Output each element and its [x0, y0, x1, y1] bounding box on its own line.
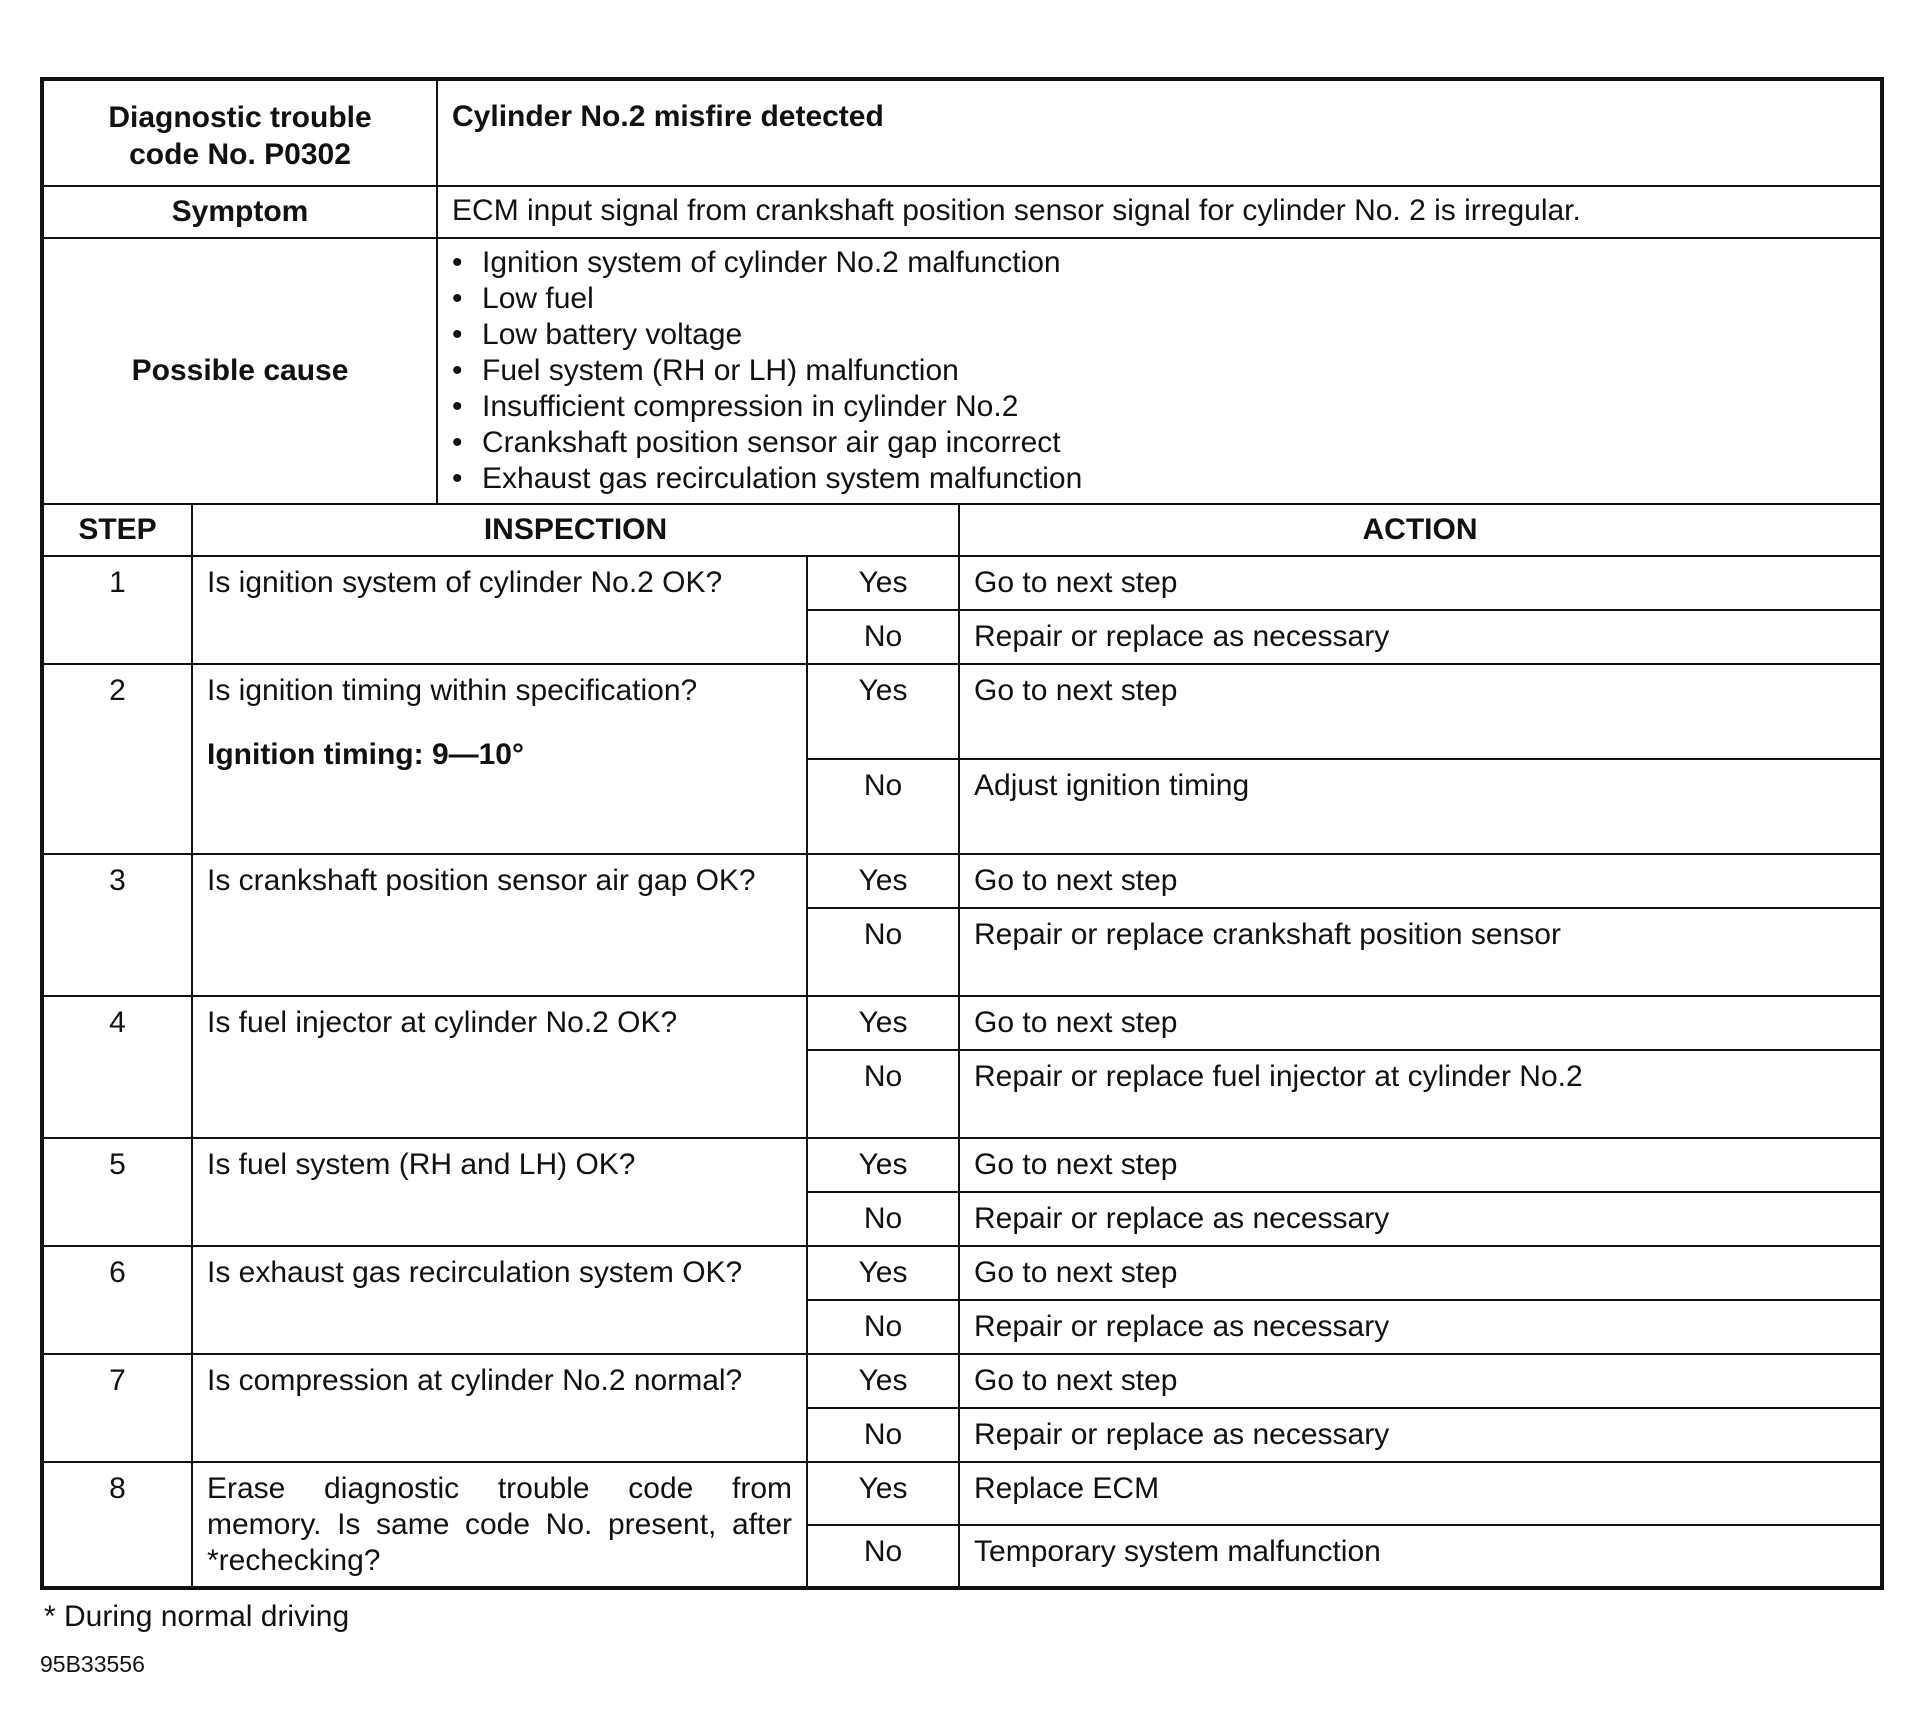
yes-label: Yes — [807, 1462, 959, 1525]
step-number: 2 — [42, 664, 192, 854]
yes-action: Go to next step — [959, 1138, 1882, 1192]
inspection-text: Is fuel system (RH and LH) OK? — [192, 1138, 807, 1246]
diagnostic-chart — [40, 77, 1880, 1590]
inspection-text: Is compression at cylinder No.2 normal? — [192, 1354, 807, 1462]
yes-label: Yes — [807, 1246, 959, 1300]
step-row — [42, 1354, 1882, 1408]
yes-label: Yes — [807, 664, 959, 759]
inspection-column-header: INSPECTION — [192, 504, 959, 556]
possible-cause-list — [438, 239, 1880, 503]
symptom-row — [42, 186, 1882, 238]
yes-label: Yes — [807, 996, 959, 1050]
step-number: 3 — [42, 854, 192, 996]
yes-action: Go to next step — [959, 996, 1882, 1050]
yes-action: Go to next step — [959, 556, 1882, 610]
symptom-label: Symptom — [42, 186, 437, 238]
step-row — [42, 854, 1882, 908]
no-label: No — [807, 1525, 959, 1588]
inspection-text: Is ignition timing within specification? — [207, 674, 698, 707]
symptom-text: ECM input signal from crankshaft position sensor signal for cylinder No. 2 is irregular. — [437, 186, 1882, 238]
yes-action: Replace ECM — [959, 1462, 1882, 1525]
no-action: Repair or replace crankshaft position sensor — [959, 908, 1882, 996]
no-label: No — [807, 1192, 959, 1246]
no-label: No — [807, 908, 959, 996]
cause-item: • Insufficient compression in cylinder No.2 — [450, 389, 1870, 425]
step-row — [42, 1246, 1882, 1300]
dtc-row — [42, 79, 1882, 186]
diagnostic-table — [40, 77, 1884, 1590]
no-label: No — [807, 610, 959, 664]
no-label: No — [807, 1408, 959, 1462]
dtc-label — [42, 79, 437, 186]
dtc-label-line2: code No. P0302 — [129, 138, 351, 171]
yes-label: Yes — [807, 1354, 959, 1408]
possible-cause-cell — [437, 238, 1882, 504]
no-action: Adjust ignition timing — [959, 759, 1882, 854]
dtc-title: Cylinder No.2 misfire detected — [437, 79, 1882, 186]
figure-code: 95B33556 — [40, 1651, 145, 1677]
cause-item: • Fuel system (RH or LH) malfunction — [450, 353, 1870, 389]
column-header-row — [42, 504, 1882, 556]
footnote: * During normal driving — [44, 1600, 350, 1633]
no-action: Repair or replace as necessary — [959, 610, 1882, 664]
step-row — [42, 664, 1882, 759]
inspection-text: Erase diagnostic trouble code from memory. Is same code No. present, after *rechecking? — [192, 1462, 807, 1588]
possible-cause-row — [42, 238, 1882, 504]
step-number: 6 — [42, 1246, 192, 1354]
possible-cause-label: Possible cause — [42, 238, 437, 504]
no-action: Repair or replace fuel injector at cylinder No.2 — [959, 1050, 1882, 1138]
yes-label: Yes — [807, 1138, 959, 1192]
inspection-text: Is crankshaft position sensor air gap OK? — [192, 854, 807, 996]
step-row — [42, 996, 1882, 1050]
step-number: 7 — [42, 1354, 192, 1462]
cause-item: • Low battery voltage — [450, 317, 1870, 353]
cause-item: • Ignition system of cylinder No.2 malfunction — [450, 245, 1870, 281]
yes-action: Go to next step — [959, 1246, 1882, 1300]
cause-item: • Low fuel — [450, 281, 1870, 317]
step-number: 4 — [42, 996, 192, 1138]
inspection-spec: Ignition timing: 9—10° — [207, 738, 524, 771]
yes-action: Go to next step — [959, 1354, 1882, 1408]
inspection-cell — [192, 664, 807, 854]
inspection-text: Is exhaust gas recirculation system OK? — [192, 1246, 807, 1354]
step-number: 5 — [42, 1138, 192, 1246]
action-column-header: ACTION — [959, 504, 1882, 556]
step-row — [42, 556, 1882, 610]
no-action: Repair or replace as necessary — [959, 1192, 1882, 1246]
step-number: 8 — [42, 1462, 192, 1588]
step-column-header: STEP — [42, 504, 192, 556]
no-label: No — [807, 1050, 959, 1138]
step-number: 1 — [42, 556, 192, 664]
yes-label: Yes — [807, 854, 959, 908]
inspection-text: Is ignition system of cylinder No.2 OK? — [192, 556, 807, 664]
no-action: Repair or replace as necessary — [959, 1408, 1882, 1462]
no-action: Repair or replace as necessary — [959, 1300, 1882, 1354]
inspection-text: Is fuel injector at cylinder No.2 OK? — [192, 996, 807, 1138]
dtc-label-line1: Diagnostic trouble — [108, 101, 372, 134]
no-label: No — [807, 759, 959, 854]
yes-action: Go to next step — [959, 664, 1882, 759]
yes-label: Yes — [807, 556, 959, 610]
step-row — [42, 1462, 1882, 1525]
cause-item: • Exhaust gas recirculation system malfunction — [450, 461, 1870, 497]
yes-action: Go to next step — [959, 854, 1882, 908]
cause-item: • Crankshaft position sensor air gap incorrect — [450, 425, 1870, 461]
step-row — [42, 1138, 1882, 1192]
no-label: No — [807, 1300, 959, 1354]
no-action: Temporary system malfunction — [959, 1525, 1882, 1588]
